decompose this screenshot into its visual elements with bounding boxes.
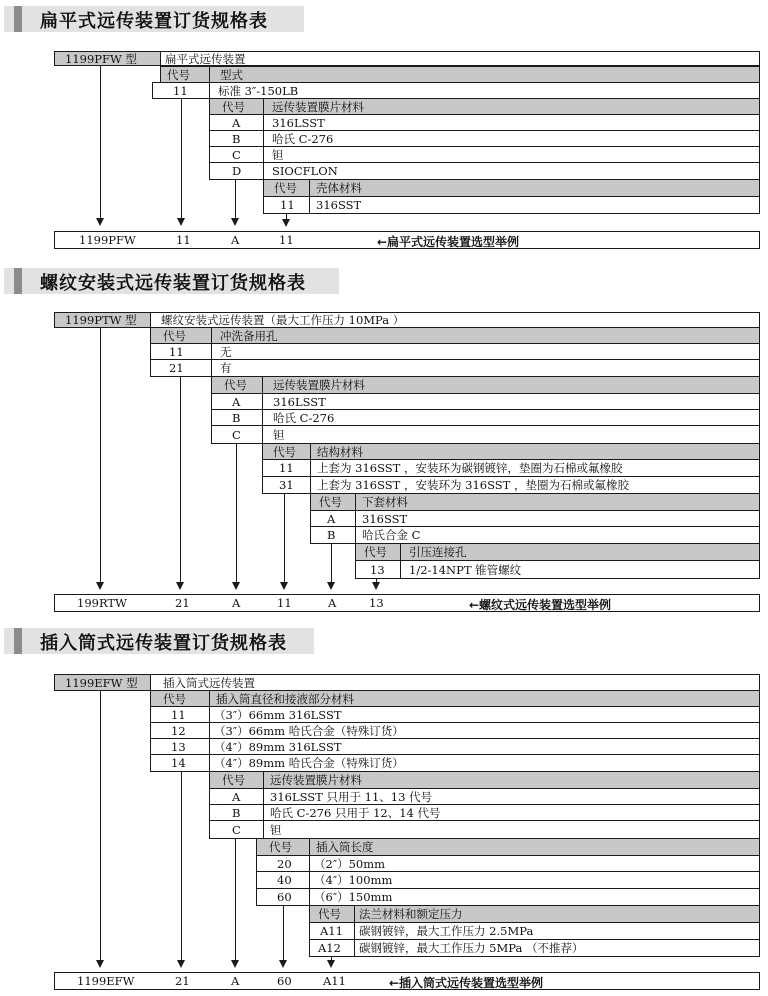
t3-header-code: 代号 <box>263 179 310 197</box>
device-cell: 螺纹安装式远传装置（最大工作压力 10MPa ） <box>150 312 760 328</box>
t2-header-code: 代号 <box>209 98 264 115</box>
t3-row-name: 上套为 316SST ，安装环为碳钢镀锌，垫圈为石棉或氟橡胶 <box>310 459 760 477</box>
example-row: 1199EFW 21 A 60 A11 ←插入筒式远传装置选型举例 <box>54 972 760 990</box>
example-note: ←插入筒式远传装置选型举例 <box>389 976 544 990</box>
t1-row-name: （4″）89mm 哈氏合金（特殊订货） <box>209 754 760 772</box>
arrow-down-icon <box>96 218 104 226</box>
t2-header-code: 代号 <box>209 771 264 789</box>
connector-line <box>235 839 236 960</box>
t1-row-name: （3″）66mm 316LSST <box>209 706 760 723</box>
t3-header-code: 代号 <box>262 443 311 460</box>
section-marker <box>14 268 22 294</box>
t1-row-code: 12 <box>150 722 210 739</box>
t1-row-name: （3″）66mm 哈氏合金（特殊订货） <box>209 722 760 739</box>
t3-row-code: 11 <box>262 459 311 477</box>
t3-header-name: 结构材料 <box>310 443 760 460</box>
t2-row-name: 哈氏 C-276 <box>262 409 760 426</box>
t4-row-name: 碳钢镀锌，最大工作压力 2.5MPa <box>354 922 760 940</box>
t1-row-code: 11 <box>150 343 212 360</box>
arrow-down-icon <box>177 960 185 968</box>
connector-line <box>100 328 101 582</box>
t3-row-name: 316SST <box>309 196 760 214</box>
t2-row-name: 316LSST <box>262 393 760 410</box>
t2-row-code: A <box>211 393 263 410</box>
arrow-down-icon <box>372 582 380 590</box>
t1-row-code: 13 <box>150 738 210 755</box>
t4-row-name: 哈氏合金 C <box>355 526 760 544</box>
connector-line <box>283 906 284 960</box>
t2-header-name: 远传装置膜片材料 <box>262 376 760 394</box>
t2-row-code: C <box>209 820 264 839</box>
t2-row-name: 316LSST 只用于 11、13 代号 <box>263 788 760 805</box>
t1-header-name: 冲洗备用孔 <box>211 327 760 344</box>
section-marker <box>14 628 22 654</box>
section-1-title: 扁平式远传装置订货规格表 <box>40 11 268 32</box>
t3-row-code: 40 <box>256 871 310 889</box>
model-cell: 1199EFW 型 <box>54 674 151 691</box>
t4-header-name: 法兰材料和额定压力 <box>354 905 760 923</box>
t1-header-code: 代号 <box>150 690 210 707</box>
section-2-title: 螺纹安装式远传装置订货规格表 <box>40 273 306 294</box>
t3-row-name: （2″）50mm <box>309 855 760 872</box>
example-note: ←螺纹式远传装置选型举例 <box>469 598 612 612</box>
t1-header-code: 代号 <box>160 66 210 83</box>
t2-row-code: C <box>211 425 263 444</box>
t1-row-code: 11 <box>150 706 210 723</box>
t3-row-code: 11 <box>263 196 310 214</box>
device-cell: 扁平式远传装置 <box>160 51 760 66</box>
t3-header-name: 插入筒长度 <box>309 838 760 856</box>
t4-row-code: B <box>310 526 356 544</box>
device-cell: 插入筒式远传装置 <box>150 674 760 691</box>
section-marker <box>14 6 22 32</box>
arrow-down-icon <box>279 960 287 968</box>
section-2-header <box>4 268 339 294</box>
t4-header-code: 代号 <box>310 493 356 511</box>
model-cell: 1199PTW 型 <box>54 312 151 328</box>
t3-row-code: 20 <box>256 855 310 872</box>
arrow-down-icon <box>232 582 240 590</box>
section-3-title: 插入筒式远传装置订货规格表 <box>40 633 287 654</box>
connector-line <box>331 544 332 582</box>
t2-row-name: 钽 <box>263 146 760 163</box>
t3-row-name: （4″）100mm <box>309 871 760 889</box>
t2-row-name: 钽 <box>262 425 760 444</box>
t4-row-name: 碳钢镀锌，最大工作压力 5MPa （不推荐） <box>354 939 760 957</box>
t2-row-code: B <box>209 130 264 147</box>
t2-row-name: 316LSST <box>263 114 760 131</box>
t4-header-name: 下套材料 <box>355 493 760 511</box>
t1-row-code: 11 <box>152 82 210 99</box>
t1-row-code: 21 <box>150 359 212 377</box>
t2-row-code: B <box>211 409 263 426</box>
t1-row-code: 14 <box>150 754 210 772</box>
arrow-down-icon <box>177 218 185 226</box>
t4-row-code: A <box>310 510 356 527</box>
arrow-down-icon <box>231 960 239 968</box>
section-3-header <box>4 628 314 654</box>
t3-header-name: 壳体材料 <box>309 179 760 197</box>
connector-line <box>181 772 182 960</box>
t4-row-name: 316SST <box>355 510 760 527</box>
t2-row-code: A <box>209 114 264 131</box>
arrow-down-icon <box>282 219 290 227</box>
t1-header-name: 型式 <box>209 66 760 83</box>
t1-row-name: （4″）89mm 316LSST <box>209 738 760 755</box>
t3-row-name: 上套为 316SST ，安装环为 316SST ，垫圈为石棉或氟橡胶 <box>310 476 760 494</box>
t2-row-name: 钽 <box>263 820 760 839</box>
t3-header-code: 代号 <box>256 838 310 856</box>
t1-header-name: 插入筒直径和接液部分材料 <box>209 690 760 707</box>
t2-header-name: 远传装置膜片材料 <box>263 98 760 115</box>
connector-line <box>180 377 181 582</box>
t2-header-code: 代号 <box>211 376 263 394</box>
t3-row-code: 31 <box>262 476 311 494</box>
t5-header-name: 引压连接孔 <box>400 543 760 561</box>
arrow-down-icon <box>327 960 335 968</box>
t2-row-code: C <box>209 146 264 163</box>
connector-line <box>236 444 237 582</box>
t4-row-code: A11 <box>309 922 355 940</box>
t2-header-name: 远传装置膜片材料 <box>263 771 760 789</box>
t5-row-code: 13 <box>355 560 401 579</box>
connector-line <box>100 691 101 960</box>
t1-row-name: 有 <box>211 359 760 377</box>
t4-header-code: 代号 <box>309 905 355 923</box>
t2-row-name: SIOCFLON <box>263 162 760 180</box>
connector-line <box>100 66 101 218</box>
example-note: ←扁平式远传装置选型举例 <box>377 235 520 249</box>
arrow-down-icon <box>280 582 288 590</box>
t2-row-name: 哈氏 C-276 <box>263 130 760 147</box>
arrow-down-icon <box>327 582 335 590</box>
example-row: 1199PFW 11 A 11 ←扁平式远传装置选型举例 <box>54 231 760 249</box>
t1-row-name: 无 <box>211 343 760 360</box>
arrow-down-icon <box>231 218 239 226</box>
arrow-down-icon <box>96 582 104 590</box>
arrow-down-icon <box>176 582 184 590</box>
arrow-down-icon <box>96 960 104 968</box>
connector-line <box>284 494 285 582</box>
t5-header-code: 代号 <box>355 543 401 561</box>
t4-row-code: A12 <box>309 939 355 957</box>
t5-row-name: 1/2-14NPT 锥管螺纹 <box>400 560 760 579</box>
model-cell: 1199PFW 型 <box>54 51 161 66</box>
t3-row-code: 60 <box>256 888 310 906</box>
t2-row-name: 哈氏 C-276 只用于 12、14 代号 <box>263 804 760 821</box>
connector-line <box>181 99 182 218</box>
t2-row-code: B <box>209 804 264 821</box>
connector-line <box>235 180 236 218</box>
t2-row-code: A <box>209 788 264 805</box>
t1-row-name: 标准 3″-150LB <box>209 82 760 99</box>
example-row: 199RTW 21 A 11 A 13 ←螺纹式远传装置选型举例 <box>54 594 760 612</box>
t1-header-code: 代号 <box>150 327 212 344</box>
t2-row-code: D <box>209 162 264 180</box>
t3-row-name: （6″）150mm <box>309 888 760 906</box>
section-1-header <box>4 6 304 32</box>
